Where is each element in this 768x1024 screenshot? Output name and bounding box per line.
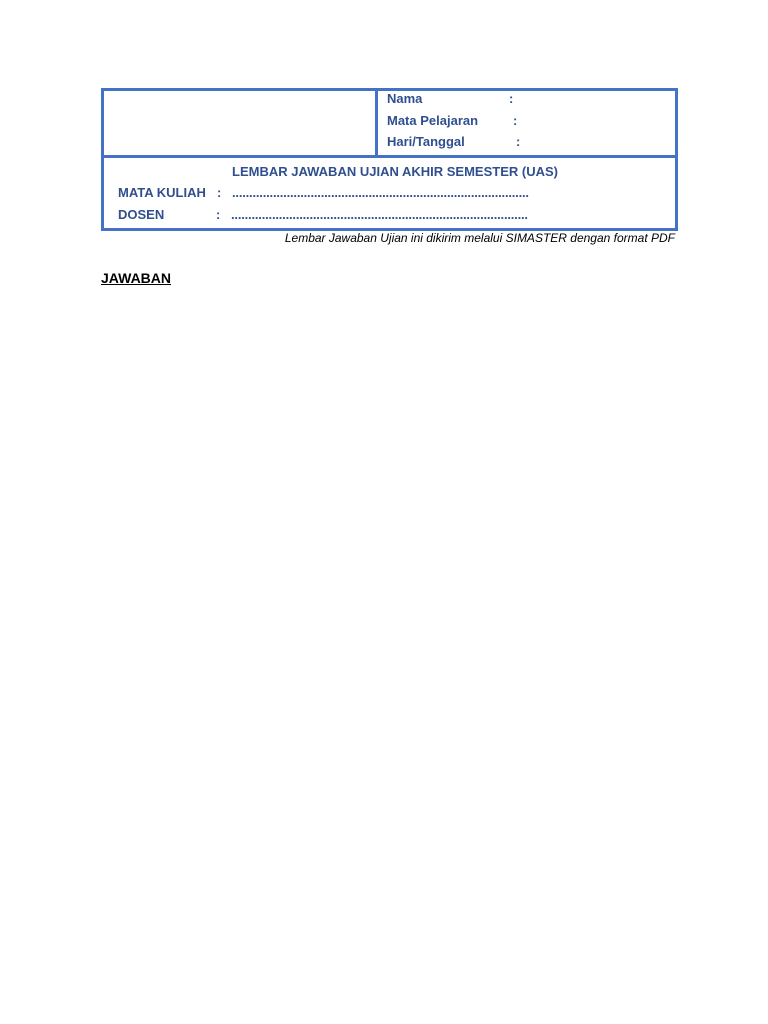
course-label: MATA KULIAH <box>118 185 206 200</box>
header-top-row <box>104 91 675 158</box>
exam-header-box <box>101 88 678 231</box>
name-colon: : <box>509 91 514 106</box>
lecturer-colon: : <box>216 207 221 222</box>
answer-sheet-title: LEMBAR JAWABAN UJIAN AKHIR SEMESTER (UAS) <box>232 164 558 179</box>
course-colon: : <box>217 185 222 200</box>
name-label: Nama <box>387 91 423 106</box>
submission-note: Lembar Jawaban Ujian ini dikirim melalui SIMASTER dengan format PDF <box>284 231 675 245</box>
student-info-cell <box>378 91 675 155</box>
course-value: ....................................................................................... <box>232 185 529 200</box>
header-blank-cell <box>104 91 378 155</box>
header-bottom-row <box>104 158 675 228</box>
date-colon: : <box>516 134 521 149</box>
lecturer-label: DOSEN <box>118 207 165 222</box>
subject-colon: : <box>513 113 518 128</box>
subject-label: Mata Pelajaran <box>387 113 479 128</box>
answer-section-heading: JAWABAN <box>101 270 172 286</box>
date-label: Hari/Tanggal <box>387 134 465 149</box>
lecturer-value: ....................................................................................... <box>231 207 528 222</box>
